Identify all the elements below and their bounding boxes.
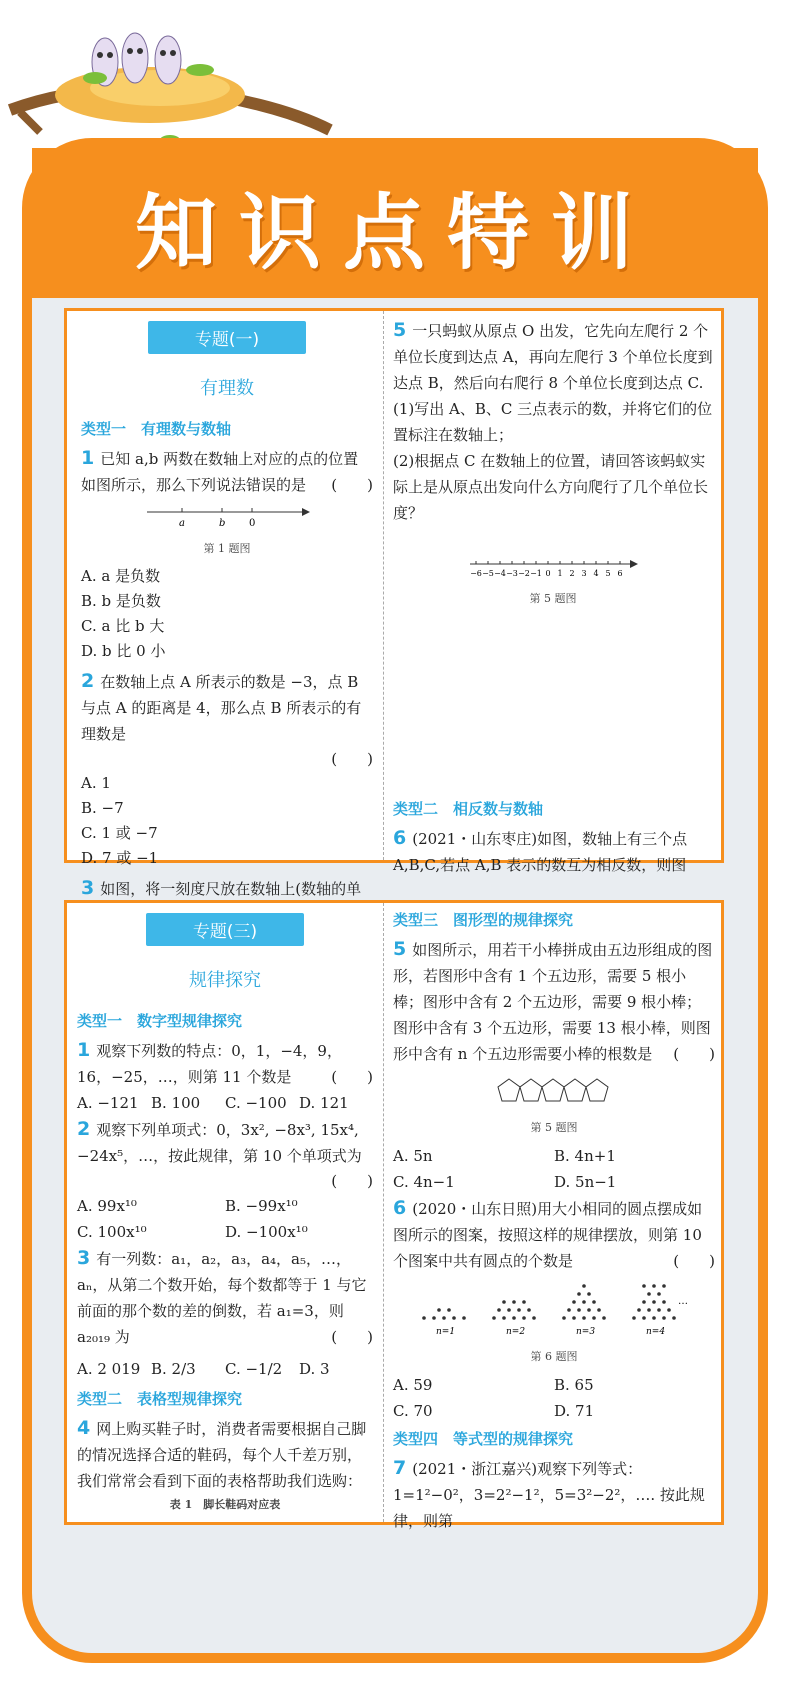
section-heading: 类型四 等式型的规律探究 [393,1430,574,1448]
option-a: A. a 是负数 [81,567,161,585]
question-text: 有一列数：a₁，a₂，a₃，a₄，a₅，…，aₙ，从第二个数开始，每个数都等于 1 与它前面的那个数的差的倒数，若 a₁=3，则 a₂₀₁₉ 为 [77,1250,367,1346]
option-b: B. −7 [81,799,124,817]
figure-caption: 第 5 题图 [530,1121,578,1134]
option-b: B. −99x¹⁰ [225,1197,298,1215]
dot-pattern-figure [393,1280,715,1342]
axis-tick-label: −4 [494,569,506,578]
question-text: (2020・山东日照)用大小相同的圆点摆成如图所示的图案，按照这样的规律摆放，则第 10 个图案中共有圆点的个数是 [393,1200,703,1270]
option-a: A. 59 [393,1376,433,1394]
question-6 [393,1195,715,1274]
options-row [77,1090,373,1116]
option-c: C. 1 或 −7 [81,824,158,842]
axis-tick-label: 5 [605,569,611,578]
question-1 [81,445,373,498]
page1-left-column [81,311,373,899]
axis-tick-label: 2 [569,569,575,578]
question-number: 1 [77,1039,91,1061]
question-2 [77,1116,373,1169]
option-d: D. 121 [299,1094,349,1112]
options-row [77,1356,373,1382]
option-b: B. 65 [554,1376,594,1394]
option-a: A. 1 [81,774,111,792]
question-text: (2021・山东枣庄)如图，数轴上有三个点 A,B,C,若点 A,B 表示的数互为相反数，则图 [393,830,688,874]
pattern-label: n=1 [436,1327,456,1337]
axis-tick-label: 4 [593,569,599,578]
knowledge-training-card [22,138,768,1663]
question-text: 一只蚂蚁从原点 O 出发，它先向左爬行 2 个单位长度到达点 A，再向左爬行 3 个单位长度到达点 B，然后向右爬行 8 个单位长度到达点 C. [393,322,713,392]
number-line-figure [393,556,713,584]
pattern-label: n=3 [576,1327,596,1337]
sub-question-2: (2)根据点 C 在数轴上的位置，请回答该蚂蚁实际上是从原点出发向什么方向爬行了几个单位长度？ [393,452,709,522]
option-a: A. 5n [393,1147,433,1165]
question-text: 网上购买鞋子时，消费者需要根据自己脚的情况选择合适的鞋码，每个人千差万别，我们常常会看到下面的表格帮助我们选购： [77,1420,367,1490]
question-text: 观察下列单项式：0，3x², −8x³, 15x⁴, −24x⁵，…，按此规律，第 10 个单项式为 [77,1121,362,1165]
section-heading: 类型二 相反数与数轴 [393,800,544,818]
question-number: 6 [393,1197,407,1219]
answer-paren: ( ) [331,1172,373,1190]
axis-tick-label: −2 [518,569,530,578]
answer-paren: ( ) [331,750,373,768]
answer-paren: ( ) [673,1045,715,1063]
option-d: D. b 比 0 小 [81,642,166,660]
question-number: 3 [81,877,95,899]
section-heading: 类型一 有理数与数轴 [81,420,232,438]
table-caption: 表 1 脚长鞋码对应表 [169,1498,281,1511]
section-heading: 类型一 数字型规律探究 [77,1012,243,1030]
section-heading: 类型三 图形型的规律探究 [393,911,574,929]
figure-caption: 第 6 题图 [530,1350,578,1363]
topic-badge: 专题(一) [148,321,306,354]
option-c: C. −100 [225,1094,287,1112]
answer-paren: ( ) [331,1068,373,1086]
option-b: B. 2/3 [151,1360,196,1378]
option-c: C. −1/2 [225,1360,283,1378]
question-number: 7 [393,1457,407,1479]
option-a: A. −121 [77,1094,139,1112]
number-line-figure [81,504,373,534]
question-text: 已知 a,b 两数在数轴上对应的点的位置如图所示，那么下列说法错误的是 [81,450,359,494]
option-a: A. 2 019 [77,1360,141,1378]
question-number: 2 [77,1118,91,1140]
option-d: D. 71 [554,1402,595,1420]
question-5 [393,317,713,396]
question-text: 如图所示，用若干小棒拼成由五边形组成的图形，若图形中含有 1 个五边形，需要 5 根小棒；图形中含有 2 个五边形，需要 9 根小棒；图形中含有 3 个五边形，需要 13 根小棒，则图形中含有 n 个五边形需要小棒的根数是 [393,941,713,1063]
axis-tick-label: 1 [557,569,563,578]
page2-right-column [393,903,715,1530]
topic-title: 有理数 [200,378,254,399]
sub-question-1: (1)写出 A、B、C 三点表示的数，并将它们的位置标注在数轴上； [393,400,713,444]
worksheet-page-2 [64,900,724,1530]
option-d: D. 5n−1 [554,1173,617,1191]
topic-title: 规律探究 [189,970,261,991]
question-3 [77,1245,373,1350]
axis-label-0: 0 [249,518,256,529]
option-b: B. b 是负数 [81,592,161,610]
option-a: A. 99x¹⁰ [77,1197,137,1215]
option-d: D. −100x¹⁰ [225,1223,308,1241]
question-text: 在数轴上点 A 所表示的数是 −3，点 B 与点 A 的距离是 4，那么点 B 所表示的有理数是 [81,673,362,743]
options-grid [393,1372,715,1424]
question-1 [77,1037,373,1090]
card-header [32,148,758,298]
page2-left-column [77,903,373,1522]
axis-tick-label: −3 [506,569,518,578]
question-5 [393,936,715,1067]
option-c: C. a 比 b 大 [81,617,165,635]
axis-tick-label: 3 [581,569,587,578]
worksheet-page-1 [64,308,724,899]
question-4 [77,1415,373,1494]
option-b: B. 4n+1 [554,1147,616,1165]
options-grid [393,1143,715,1195]
axis-tick-label: 0 [545,569,551,578]
question-7 [393,1455,715,1534]
axis-label-b: b [219,518,226,529]
axis-tick-label: 6 [617,569,623,578]
axis-label-a: a [179,518,185,529]
figure-caption: 第 1 题图 [203,542,251,555]
question-number: 4 [77,1417,91,1439]
question-2 [81,668,373,747]
question-number: 6 [393,827,407,849]
pattern-ellipsis: … [678,1296,688,1307]
question-6 [393,825,713,878]
option-c: C. 4n−1 [393,1173,455,1191]
option-c: C. 100x¹⁰ [77,1223,147,1241]
option-d: D. 3 [299,1360,330,1378]
answer-paren: ( ) [673,1252,715,1270]
axis-arrow [630,560,638,568]
question-number: 3 [77,1247,91,1269]
pattern-label: n=4 [646,1327,666,1337]
question-number: 5 [393,938,407,960]
question-number: 2 [81,670,95,692]
question-number: 5 [393,319,407,341]
question-text: 观察下列数的特点：0，1，−4，9，16，−25，…，则第 11 个数是 [77,1042,342,1086]
page1-right-column [393,311,713,874]
pattern-label: n=2 [506,1327,526,1337]
option-d: D. 7 或 −1 [81,849,159,867]
axis-tick-label: −5 [482,569,494,578]
options-grid [77,1193,373,1245]
question-number: 1 [81,447,95,469]
option-b: B. 100 [151,1094,201,1112]
figure-caption: 第 5 题图 [529,592,577,605]
section-heading: 类型二 表格型规律探究 [77,1390,243,1408]
axis-tick-label: −1 [530,569,542,578]
answer-paren: ( ) [331,476,373,494]
axis-tick-label: −6 [470,569,482,578]
topic-badge: 专题(三) [146,913,304,946]
question-text: (2021・浙江嘉兴)观察下列等式：1=1²−0²，3=2²−1²，5=3²−2²，…. 按此规律，则第 [393,1460,705,1530]
pentagon-chain-figure [393,1073,715,1113]
page-title: 知识点特训 [134,186,655,281]
question-text: 如图，将一刻度尺放在数轴上(数轴的单 [100,880,362,898]
column-divider [383,903,384,1522]
answer-paren: ( ) [331,1328,373,1346]
column-divider [383,311,384,860]
option-c: C. 70 [393,1402,433,1420]
